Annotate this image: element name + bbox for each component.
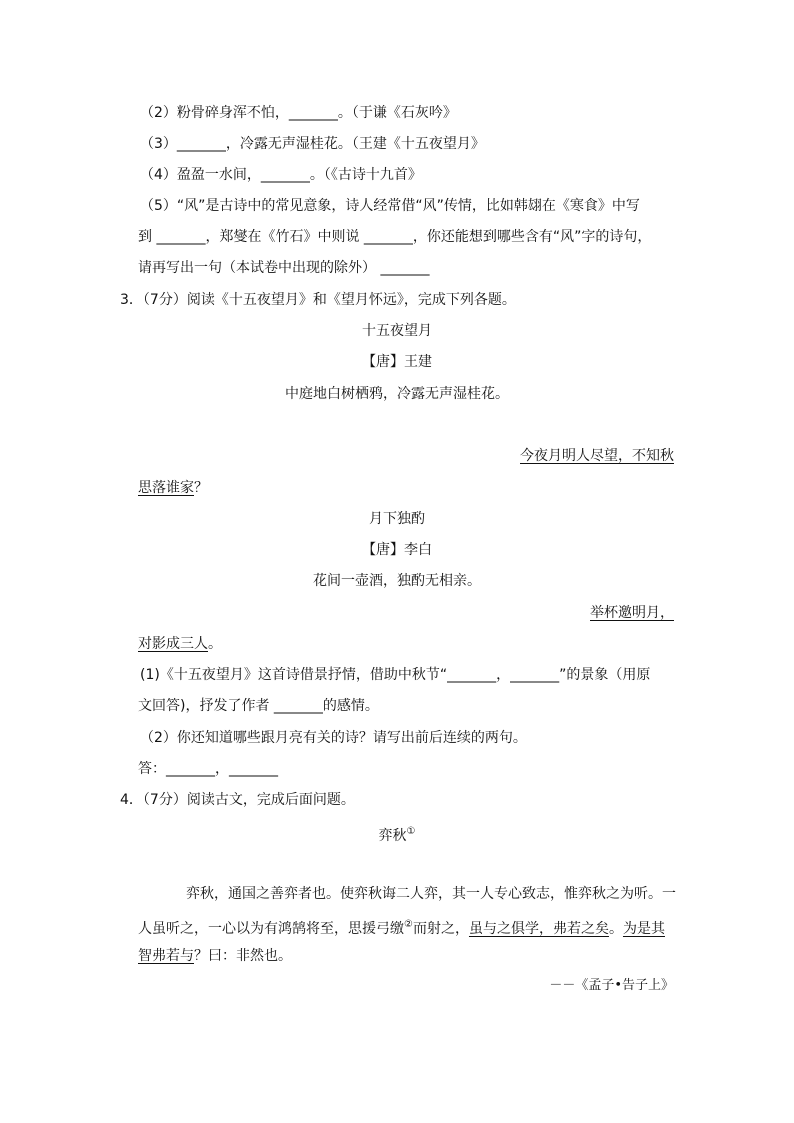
q2-item-3: （3）_______，冷露无声湿桂花。（王建《十五夜望月》 [140, 136, 485, 152]
poem1-line2-underlined: 思落谁家 [138, 480, 194, 496]
poem2-title: 月下独酌 [369, 511, 425, 527]
q4-para-line1: 弈秋，通国之善弈者也。使弈秋诲二人弈，其一人专心致志，惟弈秋之为听。一 [186, 886, 676, 902]
q4-para-line3 [138, 946, 292, 966]
q4-line3-underlined: 智弗若与 [138, 948, 194, 964]
q2-item-5-line3: 请再写出一句（本试卷中出现的除外） _______ [138, 260, 430, 276]
poem2-line1: 花间一壶酒，独酌无相亲。 [313, 573, 481, 589]
q4-line2-a: 人虽听之，一心以为有鸿鹄将至，思援弓缴 [138, 921, 404, 937]
q2-item-5-line2: 到 _______，郑燮在《竹石》中则说 _______，你还能想到哪些含有“风”字的诗句， [138, 229, 652, 245]
q4-source: －－《孟子•告子上》 [549, 978, 674, 993]
q4-line2-note: ② [404, 919, 413, 930]
poem1-author: 【唐】王建 [362, 354, 432, 370]
q2-item-4: （4）盈盈一水间，_______。（《古诗十九首》 [140, 167, 422, 183]
q4-para-line2 [138, 915, 665, 939]
q3-sub2: （2）你还知道哪些跟月亮有关的诗？请写出前后连续的两句。 [140, 730, 527, 746]
q4-line3-rest: ？曰：非然也。 [194, 948, 292, 964]
q4-line2-underlined-1: 虽与之俱学，弗若之矣 [468, 921, 609, 937]
q4-title [0, 822, 794, 846]
poem1-line2-end: ？ [194, 480, 208, 496]
q4-title-text: 弈秋 [378, 828, 407, 844]
poem2-line2-underlined: 对影成三人 [138, 636, 208, 652]
poem2-line2-end: 。 [208, 636, 222, 652]
poem2-author: 【唐】李白 [362, 542, 432, 558]
poem2-line2-part2 [138, 634, 222, 654]
q2-item-2: （2）粉骨碎身浑不怕，_______。（于谦《石灰吟》 [140, 105, 457, 121]
q4-line2-underlined-2: 为是其 [622, 921, 665, 937]
q3-sub1-line2: 文回答)，抒发了作者 _______的感情。 [138, 698, 379, 714]
poem1-line2-part1: 今夜月明人尽望，不知秋 [520, 448, 674, 464]
q4-line2-c: 。 [608, 921, 623, 937]
q4-stem: 4．（7分）阅读古文，完成后面问题。 [120, 792, 355, 808]
q3-answer-line: 答：_______，_______ [138, 761, 278, 777]
q3-stem: 3．（7分）阅读《十五夜望月》和《望月怀远》，完成下列各题。 [120, 292, 516, 308]
q4-line2-b: 而射之， [412, 921, 469, 937]
poem1-line1: 中庭地白树栖鸦，冷露无声湿桂花。 [285, 386, 509, 402]
q2-item-5-line1: （5）“风”是古诗中的常见意象，诗人经常借“风”传情，比如韩翃在《寒食》中写 [140, 198, 640, 214]
q3-sub1-line1: (1)《十五夜望月》这首诗借景抒情，借助中秋节“_______，_______”的景象（用原 [140, 667, 651, 683]
poem1-line2-part2 [138, 478, 208, 498]
poem2-line2-part1: 举杯邀明月， [590, 605, 674, 621]
q4-title-note: ① [406, 826, 416, 837]
poem1-title: 十五夜望月 [362, 323, 432, 339]
